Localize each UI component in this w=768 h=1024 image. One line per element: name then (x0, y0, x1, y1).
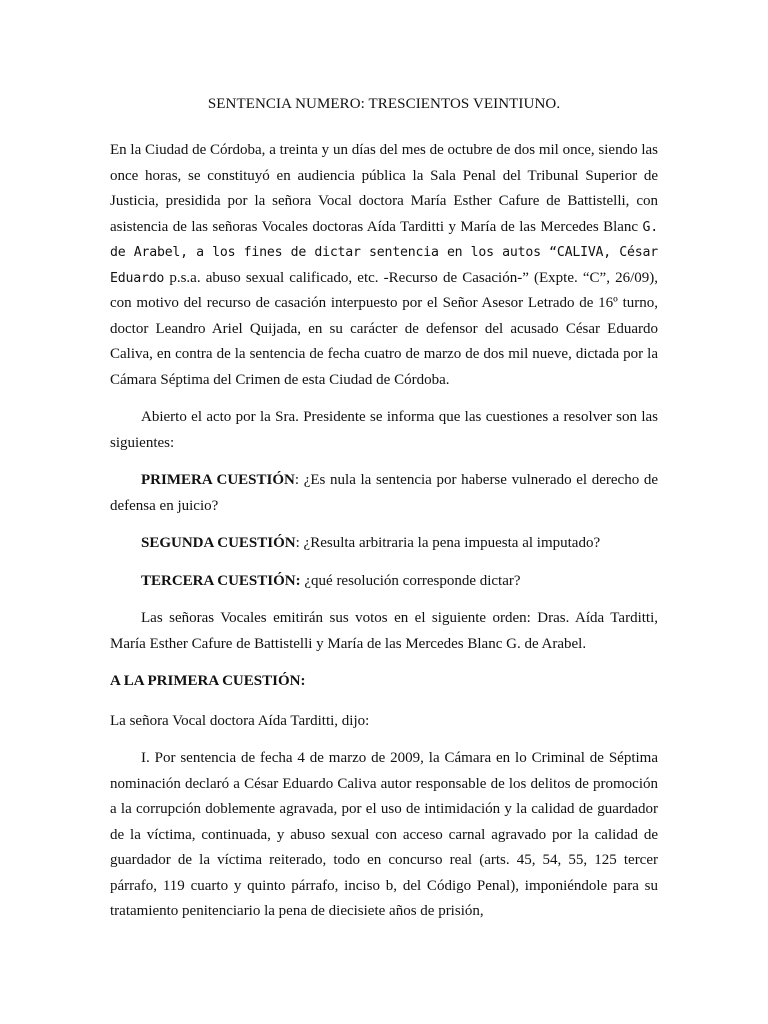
vote-order-paragraph: Las señoras Vocales emitirán sus votos en el siguiente orden: Dras. Aída Tarditti, María Esther Cafure de Battistelli y María de las Mercedes Blanc G. de Arabel. (110, 610, 658, 652)
question-1 (110, 468, 658, 519)
question-3-label: TERCERA CUESTIÓN: (141, 572, 301, 589)
paragraph-i: I. Por sentencia de fecha 4 de marzo de 2009, la Cámara en lo Criminal de Séptima nominación declaró a César Eduardo Caliva autor responsable de los delitos de promoción a la corrupción doblemente agravada, por el uso de intimidación y la calidad de guardador de la víctima, continuada, y abuso sexual con acceso carnal agravado por la calidad de guardador de la víctima reiterado, todo en concurso real (arts. 45, 54, 55, 125 tercer párrafo, 119 cuarto y quinto párrafo, inciso b, del Código Penal), imponiéndole para su tratamiento penitenciario la pena de diecisiete años de prisión, (110, 750, 658, 919)
opening-paragraph: Abierto el acto por la Sra. Presidente se informa que las cuestiones a resolver son las siguientes: (110, 409, 658, 451)
question-1-label: PRIMERA CUESTIÓN (141, 472, 295, 488)
intro-text-2: p.s.a. abuso sexual calificado, etc. -Recurso de Casación-” (Expte. “C”, 26/09), con motivo del recurso de casación interpuesto por el Señor Asesor Letrado de 16º turno, doctor Leandro Ariel Quijada, en su carácter de defensor del acusado César Eduardo Caliva, en contra de la sentencia de fecha cuatro de marzo de dos mil nueve, dictada por la Cámara Séptima del Crimen de esta Ciudad de Córdoba. (110, 269, 658, 388)
document-body (110, 138, 658, 937)
question-2-text: ¿Resulta arbitraria la pena impuesta al imputado? (303, 535, 601, 551)
question-2-label: SEGUNDA CUESTIÓN (141, 535, 296, 551)
question-3 (110, 569, 658, 595)
intro-paragraph (110, 138, 658, 393)
question-2-sep: : (295, 535, 304, 551)
intro-text-1: En la Ciudad de Córdoba, a treinta y un días del mes de octubre de dos mil once, siendo las once horas, se constituyó en audiencia pública la Sala Penal del Tribunal Superior de Justicia, presidida por la señora Vocal doctora María Esther Cafure de Battistelli, con asistencia de las señoras Vocales doctoras Aída Tarditti y María de las Mercedes Blanc (110, 142, 658, 235)
intro-text-mono: G. de Arabel, a los fines de dictar sentencia en los autos “CALIVA, César Eduardo (110, 219, 658, 286)
question-1-sep: : (294, 472, 304, 488)
section-heading: A LA PRIMERA CUESTIÓN: (110, 673, 306, 689)
question-3-text: ¿qué resolución corresponde dictar? (304, 572, 521, 589)
speaker-line: La señora Vocal doctora Aída Tarditti, dijo: (110, 712, 370, 729)
question-1-text: ¿Es nula la sentencia por haberse vulnerado el derecho de defensa en juicio? (110, 472, 659, 514)
question-2 (110, 531, 658, 557)
document-title: SENTENCIA NUMERO: TRESCIENTOS VEINTIUNO. (207, 96, 561, 112)
